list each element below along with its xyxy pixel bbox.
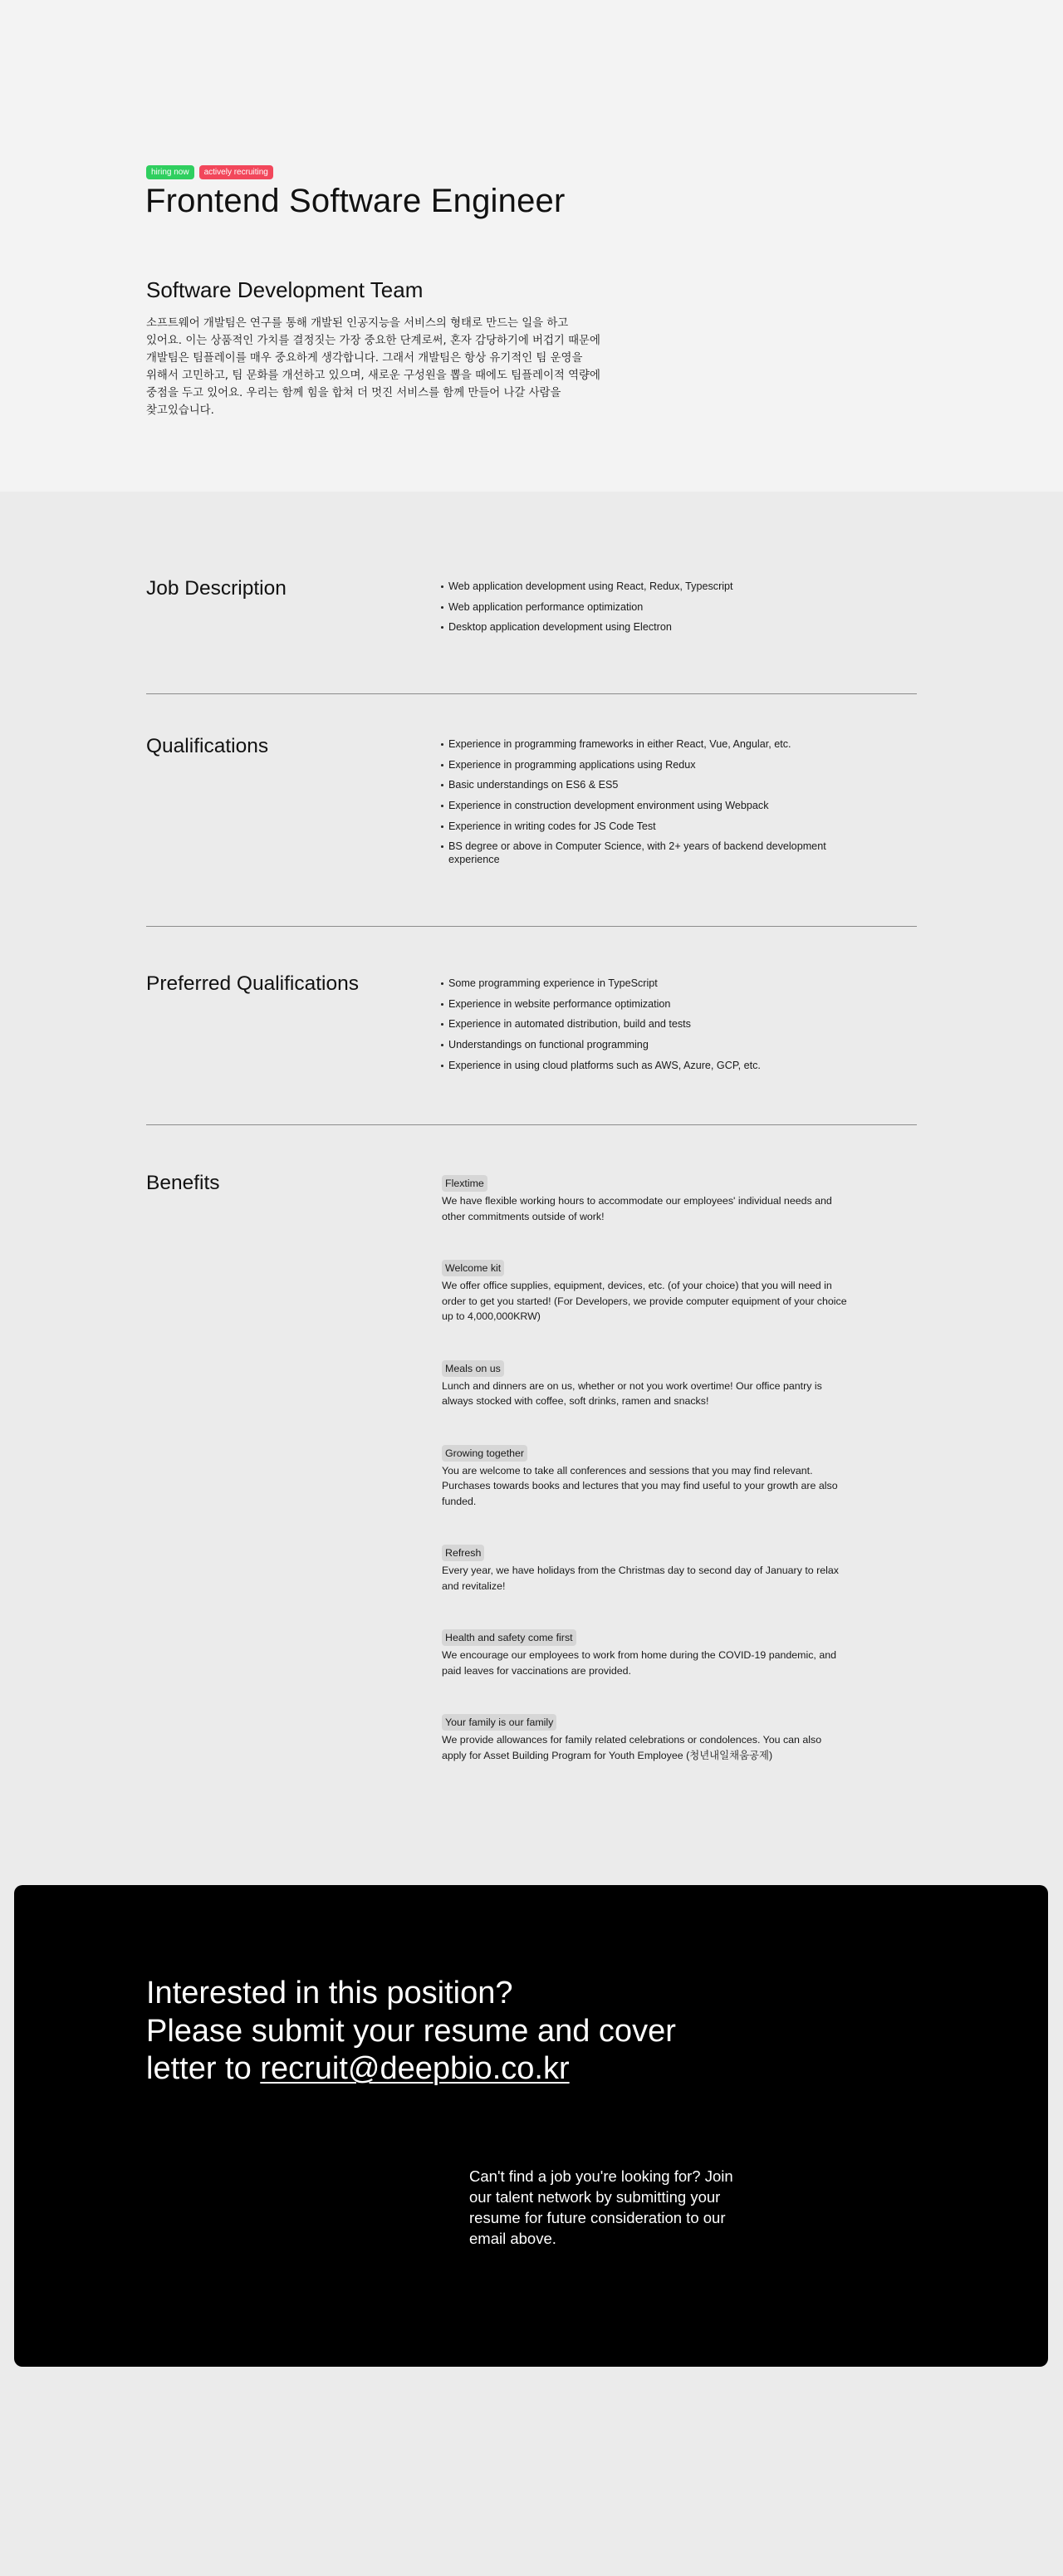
list-item: Basic understandings on ES6 & ES5 — [442, 778, 857, 791]
benefit-tag: Health and safety come first — [442, 1629, 576, 1646]
list-item: Some programming experience in TypeScript — [442, 977, 857, 990]
benefit-text: We provide allowances for family related celebrations or condolences. You can also apply for Asset Building Program for Youth Employee (청년내일채움공제) — [442, 1734, 822, 1761]
benefit-tag: Meals on us — [442, 1360, 504, 1377]
section-divider — [146, 693, 917, 694]
benefit-text: We have flexible working hours to accommodate our employees' individual needs and other commitments outside of work! — [442, 1195, 832, 1222]
benefit-item — [442, 1629, 849, 1678]
list-item: BS degree or above in Computer Science, with 2+ years of backend development experience — [442, 840, 857, 866]
benefit-tag: Refresh — [442, 1545, 484, 1561]
qualifications-title: Qualifications — [146, 735, 269, 757]
benefit-item — [442, 1714, 849, 1763]
benefit-tag: Flextime — [442, 1175, 487, 1192]
talent-network-text: Can't find a job you're looking for? Join our talent network by submitting your resume for future consideration to our email above. — [469, 2167, 733, 2247]
section-divider — [146, 1124, 917, 1125]
cta-line-3-prefix: letter to — [146, 2051, 261, 2086]
list-item: Web application performance optimization — [442, 600, 857, 614]
team-title: Software Development Team — [146, 277, 424, 302]
benefit-item — [442, 1260, 849, 1325]
benefit-item — [442, 1545, 849, 1594]
benefit-text: We offer office supplies, equipment, devices, etc. (of your choice) that you will need in order to get you started! (For Developers, we provide computer equipment of your choice up to 4,000,000KRW) — [442, 1280, 847, 1322]
job-description-list — [442, 580, 857, 641]
cta-line-1: Interested in this position? — [146, 1976, 513, 2010]
benefits-list — [442, 1175, 849, 1799]
list-item: Understandings on functional programming — [442, 1038, 857, 1051]
list-item: Experience in website performance optimization — [442, 997, 857, 1011]
preferred-qualifications-title: Preferred Qualifications — [146, 972, 360, 995]
benefit-text: You are welcome to take all conferences and sessions that you may find relevant. Purchases towards books and lectures that you may find useful to your growth are also funded. — [442, 1464, 838, 1507]
hero-section — [0, 0, 1063, 492]
benefit-text: We encourage our employees to work from home during the COVID-19 pandemic, and paid leaves for vaccinations are provided. — [442, 1649, 836, 1677]
hiring-now-badge: hiring now — [146, 165, 194, 179]
recruit-email-link[interactable]: recruit@deepbio.co.kr — [260, 2051, 570, 2086]
cta-heading — [146, 1975, 727, 2089]
team-description: 소프트웨어 개발팀은 연구를 통해 개발된 인공지능을 서비스의 형태로 만드는 일을 하고 있어요. 이는 상품적인 가치를 결정짓는 가장 중요한 단계로써, 혼자 감당하기에 버겁기 때문에 개발팀은 팀플레이를 매우 중요하게 생각합니다. 그래서 개발팀은 항상 유기적인 팀 운영을 위해서 고민하고, 팀 문화를 개선하고 있으며, 새로운 구성원을 뽑을 때에도 팀플레이적 역량에 중점을 두고 있어요. 우리는 함께 힘을 합쳐 더 멋진 서비스를 함께 만들어 나갈 사람을 찾고있습니다. — [146, 317, 600, 417]
list-item: Experience in writing codes for JS Code Test — [442, 820, 857, 833]
list-item: Experience in programming applications using Redux — [442, 758, 857, 771]
page-title: Frontend Software Engineer — [145, 183, 566, 219]
benefit-text: Every year, we have holidays from the Christmas day to second day of January to relax and revitalize! — [442, 1565, 839, 1592]
benefits-title: Benefits — [146, 1172, 220, 1194]
list-item: Experience in automated distribution, build and tests — [442, 1017, 857, 1031]
list-item: Experience in using cloud platforms such as AWS, Azure, GCP, etc. — [442, 1059, 857, 1072]
benefit-text: Lunch and dinners are on us, whether or not you work overtime! Our office pantry is always stocked with coffee, soft drinks, ramen and snacks! — [442, 1379, 822, 1407]
section-divider — [146, 926, 917, 927]
job-description-title: Job Description — [146, 577, 287, 600]
list-item: Desktop application development using Electron — [442, 620, 857, 634]
job-details — [0, 492, 1063, 1883]
list-item: Web application development using React, Redux, Typescript — [442, 580, 857, 593]
benefit-item — [442, 1175, 849, 1224]
apply-cta-panel — [14, 1885, 1048, 2367]
list-item: Experience in programming frameworks in either React, Vue, Angular, etc. — [442, 737, 857, 751]
preferred-qualifications-list — [442, 977, 857, 1079]
benefit-item — [442, 1360, 849, 1409]
benefit-item — [442, 1445, 849, 1510]
cta-line-2: Please submit your resume and cover — [146, 2013, 676, 2049]
qualifications-list — [442, 737, 857, 874]
benefit-tag: Your family is our family — [442, 1714, 556, 1731]
list-item: Experience in construction development environment using Webpack — [442, 799, 857, 812]
actively-recruiting-badge: actively recruiting — [199, 165, 273, 179]
status-badges — [146, 165, 273, 179]
benefit-tag: Growing together — [442, 1445, 527, 1462]
benefit-tag: Welcome kit — [442, 1260, 504, 1276]
